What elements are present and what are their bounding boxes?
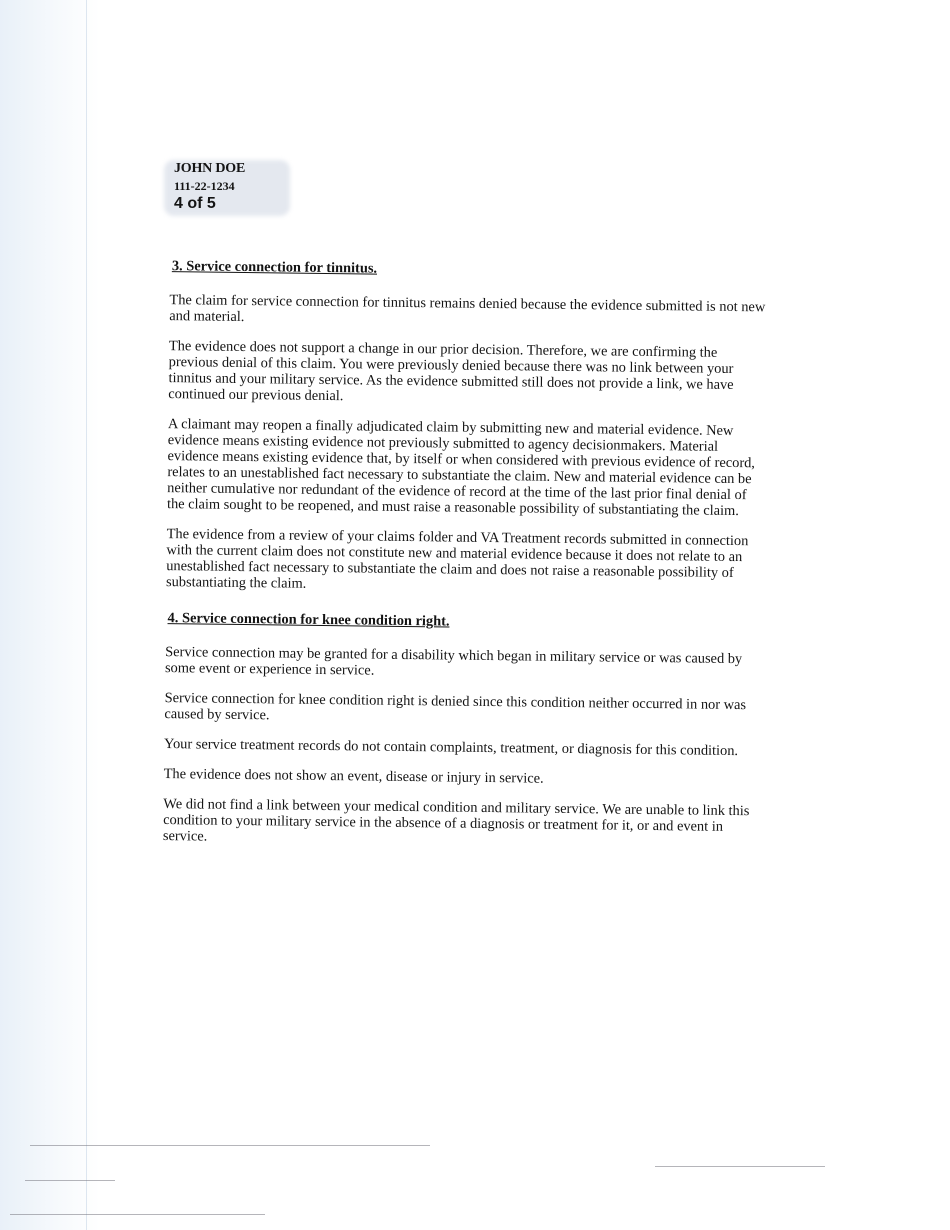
- claimant-name: JOHN DOE: [174, 161, 246, 176]
- letter-body: [155, 258, 770, 865]
- scan-edge-line: [86, 0, 87, 1230]
- scan-edge-shading: [0, 0, 100, 1230]
- paragraph: The claim for service connection for tinnitus remains denied because the evidence submitted is not new and material.: [169, 292, 766, 326]
- file-number: 111-22-1234: [174, 179, 235, 193]
- section-heading-knee: 4. Service connection for knee condition right.: [167, 610, 450, 630]
- section-heading-tinnitus: 3. Service connection for tinnitus.: [171, 258, 378, 277]
- scan-artifact-line: [655, 1166, 825, 1167]
- paragraph: Your service treatment records do not contain complaints, treatment, or diagnosis for this condition.: [163, 736, 739, 760]
- scan-artifact-line: [25, 1180, 115, 1181]
- paragraph: Service connection may be granted for a disability which began in military service or was caused by some event or experience in service.: [164, 644, 743, 679]
- scan-artifact-line: [30, 1145, 430, 1146]
- paragraph: We did not find a link between your medical condition and military service. We are unable to link this condition to your military service in the absence of a diagnosis or treatment for it, or and event in service.: [162, 796, 750, 845]
- paragraph: Service connection for knee condition right is denied since this condition neither occurred in nor was caused by service.: [164, 690, 747, 724]
- paragraph: The evidence does not support a change in our prior decision. Therefore, we are confirming the previous denial of this claim. You were previously denied because there was no link between your tinnitus and your military service. As the evidence submitted still does not provide a link, we have continued our previous denial.: [168, 338, 734, 405]
- scan-artifact-line: [10, 1214, 265, 1215]
- paragraph: The evidence from a review of your claims folder and VA Treatment records submitted in connection with the current claim does not constitute new and material evidence because it does not relate to an unestablished fact necessary to substantiate the claim and does not raise a reasonable possibility of substantiating the claim.: [165, 526, 749, 592]
- paragraph: A claimant may reopen a finally adjudicated claim by submitting new and material evidence. New evidence means existing evidence not previously submitted to agency decisionmakers. Material evidence means existing evidence that, by itself or when considered with previous evidence of record, relates to an unestablished fact necessary to substantiate the claim. New and material evidence can be neither cumulative nor redundant of the evidence of record at the time of the last prior final denial of the claim sought to be reopened, and must raise a reasonable possibility of substantiating the claim.: [166, 416, 756, 520]
- page-indicator: 4 of 5: [174, 195, 216, 212]
- paragraph: The evidence does not show an event, disease or injury in service.: [163, 766, 544, 787]
- letter-header: [174, 162, 245, 212]
